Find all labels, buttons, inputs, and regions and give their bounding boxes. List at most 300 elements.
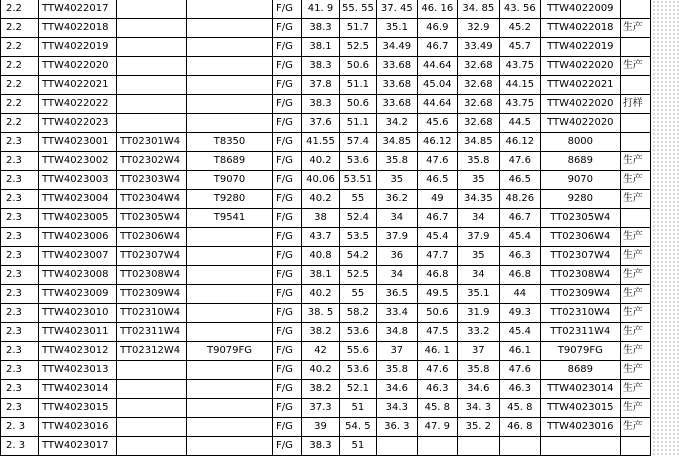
value-b-cell[interactable]: 51 <box>340 437 377 456</box>
alt-code-cell[interactable]: TT02312W4 <box>117 342 187 361</box>
fg-cell[interactable]: F/G <box>273 304 302 323</box>
value-b-cell[interactable]: 53.6 <box>340 323 377 342</box>
alt-code-cell[interactable]: TT02308W4 <box>117 266 187 285</box>
value-b-cell[interactable]: 51.1 <box>340 76 377 95</box>
value-a-cell[interactable]: 42 <box>302 342 340 361</box>
version-cell[interactable]: 2.3 <box>1 399 39 418</box>
value-f-cell[interactable]: 49.3 <box>499 304 540 323</box>
value-e-cell[interactable]: 33.49 <box>457 38 499 57</box>
version-cell[interactable]: 2. 3 <box>1 418 39 437</box>
code-cell[interactable]: TTW4023017 <box>39 437 117 456</box>
ref-cell[interactable] <box>187 76 273 95</box>
status-cell[interactable]: 生产 <box>620 247 650 266</box>
value-c-cell[interactable]: 35.8 <box>376 361 417 380</box>
ref-cell[interactable] <box>187 418 273 437</box>
value-e-cell[interactable]: 32.68 <box>457 57 499 76</box>
value-b-cell[interactable]: 52.5 <box>340 266 377 285</box>
status-cell[interactable]: 生产 <box>620 266 650 285</box>
value-f-cell[interactable]: 46.5 <box>499 171 540 190</box>
ref-cell[interactable]: T9541 <box>187 209 273 228</box>
ref-code-cell[interactable]: TT02311W4 <box>540 323 620 342</box>
value-f-cell[interactable]: 46.8 <box>499 266 540 285</box>
ref-cell[interactable] <box>187 266 273 285</box>
value-d-cell[interactable]: 46.5 <box>417 171 457 190</box>
value-a-cell[interactable]: 40.2 <box>302 152 340 171</box>
value-b-cell[interactable]: 52.5 <box>340 38 377 57</box>
code-cell[interactable]: TTW4023001 <box>39 133 117 152</box>
value-a-cell[interactable]: 40.06 <box>302 171 340 190</box>
value-e-cell[interactable]: 34.6 <box>457 380 499 399</box>
code-cell[interactable]: TTW4023004 <box>39 190 117 209</box>
fg-cell[interactable]: F/G <box>273 0 302 19</box>
code-cell[interactable]: TTW4022020 <box>39 57 117 76</box>
value-d-cell[interactable] <box>417 437 457 456</box>
fg-cell[interactable]: F/G <box>273 57 302 76</box>
value-c-cell[interactable]: 35 <box>376 171 417 190</box>
ref-code-cell[interactable]: 8689 <box>540 152 620 171</box>
code-cell[interactable]: TTW4022021 <box>39 76 117 95</box>
alt-code-cell[interactable] <box>117 0 187 19</box>
status-cell[interactable]: 生产 <box>620 228 650 247</box>
value-a-cell[interactable]: 38.3 <box>302 95 340 114</box>
value-b-cell[interactable]: 55. 55 <box>340 0 377 19</box>
value-a-cell[interactable]: 43.7 <box>302 228 340 247</box>
alt-code-cell[interactable]: TT02307W4 <box>117 247 187 266</box>
status-cell[interactable]: 生产 <box>620 380 650 399</box>
ref-code-cell[interactable]: TTW4023016 <box>540 418 620 437</box>
value-e-cell[interactable]: 35. 2 <box>457 418 499 437</box>
value-e-cell[interactable]: 37.9 <box>457 228 499 247</box>
value-d-cell[interactable]: 45. 8 <box>417 399 457 418</box>
code-cell[interactable]: TTW4023005 <box>39 209 117 228</box>
value-d-cell[interactable]: 47. 9 <box>417 418 457 437</box>
value-b-cell[interactable]: 53.6 <box>340 152 377 171</box>
value-a-cell[interactable]: 37.8 <box>302 76 340 95</box>
ref-cell[interactable]: T8350 <box>187 133 273 152</box>
value-b-cell[interactable]: 55 <box>340 190 377 209</box>
value-a-cell[interactable]: 38. 5 <box>302 304 340 323</box>
ref-code-cell[interactable] <box>540 437 620 456</box>
version-cell[interactable]: 2.3 <box>1 266 39 285</box>
value-f-cell[interactable] <box>499 437 540 456</box>
ref-cell[interactable]: T9280 <box>187 190 273 209</box>
fg-cell[interactable]: F/G <box>273 190 302 209</box>
version-cell[interactable]: 2.2 <box>1 114 39 133</box>
version-cell[interactable]: 2.2 <box>1 57 39 76</box>
alt-code-cell[interactable] <box>117 57 187 76</box>
value-f-cell[interactable]: 46.3 <box>499 380 540 399</box>
fg-cell[interactable]: F/G <box>273 38 302 57</box>
value-b-cell[interactable]: 50.6 <box>340 57 377 76</box>
ref-cell[interactable]: T9070 <box>187 171 273 190</box>
status-cell[interactable] <box>620 0 650 19</box>
fg-cell[interactable]: F/G <box>273 437 302 456</box>
status-cell[interactable] <box>620 114 650 133</box>
alt-code-cell[interactable] <box>117 399 187 418</box>
ref-code-cell[interactable]: TT02305W4 <box>540 209 620 228</box>
value-d-cell[interactable]: 45.04 <box>417 76 457 95</box>
version-cell[interactable]: 2.3 <box>1 342 39 361</box>
status-cell[interactable]: 生产 <box>620 342 650 361</box>
value-e-cell[interactable]: 34.85 <box>457 133 499 152</box>
alt-code-cell[interactable]: TT02302W4 <box>117 152 187 171</box>
ref-cell[interactable] <box>187 38 273 57</box>
version-cell[interactable]: 2.3 <box>1 228 39 247</box>
ref-code-cell[interactable]: TT02306W4 <box>540 228 620 247</box>
value-f-cell[interactable]: 46.1 <box>499 342 540 361</box>
value-e-cell[interactable]: 31.9 <box>457 304 499 323</box>
status-cell[interactable]: 生产 <box>620 19 650 38</box>
value-b-cell[interactable]: 55 <box>340 285 377 304</box>
value-c-cell[interactable]: 34.8 <box>376 323 417 342</box>
value-e-cell[interactable]: 32.68 <box>457 76 499 95</box>
version-cell[interactable]: 2.3 <box>1 361 39 380</box>
value-f-cell[interactable]: 46. 8 <box>499 418 540 437</box>
value-a-cell[interactable]: 41. 9 <box>302 0 340 19</box>
value-e-cell[interactable]: 32.9 <box>457 19 499 38</box>
fg-cell[interactable]: F/G <box>273 228 302 247</box>
value-d-cell[interactable]: 46.12 <box>417 133 457 152</box>
ref-cell[interactable] <box>187 361 273 380</box>
value-b-cell[interactable]: 55.6 <box>340 342 377 361</box>
code-cell[interactable]: TTW4023009 <box>39 285 117 304</box>
alt-code-cell[interactable] <box>117 114 187 133</box>
value-e-cell[interactable]: 37 <box>457 342 499 361</box>
fg-cell[interactable]: F/G <box>273 171 302 190</box>
alt-code-cell[interactable]: TT02305W4 <box>117 209 187 228</box>
code-cell[interactable]: TTW4022019 <box>39 38 117 57</box>
fg-cell[interactable]: F/G <box>273 418 302 437</box>
value-a-cell[interactable]: 40.2 <box>302 361 340 380</box>
value-c-cell[interactable]: 36 <box>376 247 417 266</box>
fg-cell[interactable]: F/G <box>273 266 302 285</box>
fg-cell[interactable]: F/G <box>273 361 302 380</box>
value-f-cell[interactable]: 47.6 <box>499 361 540 380</box>
version-cell[interactable]: 2.2 <box>1 0 39 19</box>
code-cell[interactable]: TTW4023016 <box>39 418 117 437</box>
value-f-cell[interactable]: 44.15 <box>499 76 540 95</box>
version-cell[interactable]: 2.2 <box>1 19 39 38</box>
version-cell[interactable]: 2.2 <box>1 76 39 95</box>
value-e-cell[interactable]: 35 <box>457 171 499 190</box>
ref-cell[interactable] <box>187 95 273 114</box>
code-cell[interactable]: TTW4023012 <box>39 342 117 361</box>
ref-code-cell[interactable]: TTW4022020 <box>540 57 620 76</box>
value-f-cell[interactable]: 47.6 <box>499 152 540 171</box>
status-cell[interactable]: 生产 <box>620 57 650 76</box>
alt-code-cell[interactable] <box>117 95 187 114</box>
fg-cell[interactable]: F/G <box>273 95 302 114</box>
value-f-cell[interactable]: 45. 8 <box>499 399 540 418</box>
value-a-cell[interactable]: 38.3 <box>302 57 340 76</box>
code-cell[interactable]: TTW4022022 <box>39 95 117 114</box>
status-cell[interactable]: 生产 <box>620 399 650 418</box>
code-cell[interactable]: TTW4023008 <box>39 266 117 285</box>
value-d-cell[interactable]: 46.7 <box>417 38 457 57</box>
alt-code-cell[interactable] <box>117 38 187 57</box>
value-c-cell[interactable]: 37. 45 <box>376 0 417 19</box>
value-b-cell[interactable]: 53.5 <box>340 228 377 247</box>
value-c-cell[interactable]: 33.68 <box>376 76 417 95</box>
fg-cell[interactable]: F/G <box>273 342 302 361</box>
value-c-cell[interactable]: 35.1 <box>376 19 417 38</box>
value-e-cell[interactable]: 35.8 <box>457 361 499 380</box>
ref-cell[interactable] <box>187 19 273 38</box>
value-b-cell[interactable]: 52.1 <box>340 380 377 399</box>
ref-code-cell[interactable]: TTW4022020 <box>540 114 620 133</box>
value-e-cell[interactable]: 35.8 <box>457 152 499 171</box>
value-e-cell[interactable]: 32.68 <box>457 95 499 114</box>
value-c-cell[interactable]: 34.3 <box>376 399 417 418</box>
value-e-cell[interactable]: 34. 3 <box>457 399 499 418</box>
ref-code-cell[interactable]: TTW4022020 <box>540 95 620 114</box>
value-c-cell[interactable] <box>376 437 417 456</box>
value-c-cell[interactable]: 34 <box>376 209 417 228</box>
ref-cell[interactable] <box>187 247 273 266</box>
value-e-cell[interactable]: 32.68 <box>457 114 499 133</box>
value-d-cell[interactable]: 49 <box>417 190 457 209</box>
fg-cell[interactable]: F/G <box>273 133 302 152</box>
value-a-cell[interactable]: 37.3 <box>302 399 340 418</box>
value-b-cell[interactable]: 58.2 <box>340 304 377 323</box>
value-a-cell[interactable]: 39 <box>302 418 340 437</box>
alt-code-cell[interactable] <box>117 361 187 380</box>
value-b-cell[interactable]: 50.6 <box>340 95 377 114</box>
fg-cell[interactable]: F/G <box>273 152 302 171</box>
alt-code-cell[interactable]: TT02310W4 <box>117 304 187 323</box>
value-d-cell[interactable]: 47.6 <box>417 361 457 380</box>
ref-code-cell[interactable]: TT02310W4 <box>540 304 620 323</box>
value-d-cell[interactable]: 46.3 <box>417 380 457 399</box>
value-f-cell[interactable]: 43. 56 <box>499 0 540 19</box>
value-c-cell[interactable]: 36. 3 <box>376 418 417 437</box>
status-cell[interactable] <box>620 209 650 228</box>
value-b-cell[interactable]: 57.4 <box>340 133 377 152</box>
ref-code-cell[interactable]: TTW4023015 <box>540 399 620 418</box>
status-cell[interactable] <box>620 133 650 152</box>
alt-code-cell[interactable]: TT02309W4 <box>117 285 187 304</box>
fg-cell[interactable]: F/G <box>273 19 302 38</box>
value-d-cell[interactable]: 45.6 <box>417 114 457 133</box>
value-a-cell[interactable]: 38.3 <box>302 19 340 38</box>
value-f-cell[interactable]: 45.4 <box>499 228 540 247</box>
status-cell[interactable]: 生产 <box>620 304 650 323</box>
value-e-cell[interactable]: 35.1 <box>457 285 499 304</box>
value-f-cell[interactable]: 46.12 <box>499 133 540 152</box>
value-a-cell[interactable]: 38.1 <box>302 266 340 285</box>
value-c-cell[interactable]: 34 <box>376 266 417 285</box>
value-d-cell[interactable]: 47.5 <box>417 323 457 342</box>
code-cell[interactable]: TTW4023002 <box>39 152 117 171</box>
value-b-cell[interactable]: 54. 5 <box>340 418 377 437</box>
fg-cell[interactable]: F/G <box>273 323 302 342</box>
ref-cell[interactable] <box>187 57 273 76</box>
version-cell[interactable]: 2.3 <box>1 380 39 399</box>
version-cell[interactable]: 2. 3 <box>1 437 39 456</box>
value-e-cell[interactable]: 34 <box>457 266 499 285</box>
ref-code-cell[interactable]: 8000 <box>540 133 620 152</box>
ref-cell[interactable] <box>187 437 273 456</box>
value-c-cell[interactable]: 37 <box>376 342 417 361</box>
value-f-cell[interactable]: 46.7 <box>499 209 540 228</box>
value-c-cell[interactable]: 36.2 <box>376 190 417 209</box>
value-a-cell[interactable]: 38.2 <box>302 323 340 342</box>
ref-cell[interactable] <box>187 114 273 133</box>
alt-code-cell[interactable] <box>117 76 187 95</box>
ref-cell[interactable] <box>187 285 273 304</box>
version-cell[interactable]: 2.3 <box>1 285 39 304</box>
alt-code-cell[interactable] <box>117 19 187 38</box>
value-e-cell[interactable]: 35 <box>457 247 499 266</box>
ref-code-cell[interactable]: TTW4022019 <box>540 38 620 57</box>
value-d-cell[interactable]: 47.6 <box>417 152 457 171</box>
value-d-cell[interactable]: 44.64 <box>417 57 457 76</box>
status-cell[interactable]: 生产 <box>620 285 650 304</box>
value-f-cell[interactable]: 44.5 <box>499 114 540 133</box>
value-d-cell[interactable]: 46.9 <box>417 19 457 38</box>
ref-code-cell[interactable]: TT02308W4 <box>540 266 620 285</box>
value-a-cell[interactable]: 37.6 <box>302 114 340 133</box>
value-d-cell[interactable]: 45.4 <box>417 228 457 247</box>
value-c-cell[interactable]: 33.68 <box>376 95 417 114</box>
value-c-cell[interactable]: 35.8 <box>376 152 417 171</box>
value-a-cell[interactable]: 40.2 <box>302 285 340 304</box>
status-cell[interactable]: 生产 <box>620 190 650 209</box>
value-b-cell[interactable]: 53.6 <box>340 361 377 380</box>
value-c-cell[interactable]: 34.6 <box>376 380 417 399</box>
alt-code-cell[interactable]: TT02304W4 <box>117 190 187 209</box>
value-c-cell[interactable]: 34.2 <box>376 114 417 133</box>
ref-cell[interactable] <box>187 228 273 247</box>
value-c-cell[interactable]: 33.4 <box>376 304 417 323</box>
status-cell[interactable]: 打样 <box>620 95 650 114</box>
value-f-cell[interactable]: 46.3 <box>499 247 540 266</box>
value-d-cell[interactable]: 44.64 <box>417 95 457 114</box>
alt-code-cell[interactable] <box>117 418 187 437</box>
ref-code-cell[interactable]: TT02307W4 <box>540 247 620 266</box>
code-cell[interactable]: TTW4023013 <box>39 361 117 380</box>
value-b-cell[interactable]: 51.7 <box>340 19 377 38</box>
value-b-cell[interactable]: 54.2 <box>340 247 377 266</box>
ref-code-cell[interactable]: 9070 <box>540 171 620 190</box>
value-f-cell[interactable]: 43.75 <box>499 95 540 114</box>
value-e-cell[interactable]: 34.35 <box>457 190 499 209</box>
value-b-cell[interactable]: 51.1 <box>340 114 377 133</box>
status-cell[interactable] <box>620 437 650 456</box>
version-cell[interactable]: 2.2 <box>1 95 39 114</box>
value-c-cell[interactable]: 37.9 <box>376 228 417 247</box>
code-cell[interactable]: TTW4022023 <box>39 114 117 133</box>
value-e-cell[interactable]: 34. 85 <box>457 0 499 19</box>
ref-cell[interactable]: T9079FG <box>187 342 273 361</box>
fg-cell[interactable]: F/G <box>273 380 302 399</box>
code-cell[interactable]: TTW4023007 <box>39 247 117 266</box>
ref-cell[interactable] <box>187 323 273 342</box>
value-a-cell[interactable]: 38.3 <box>302 437 340 456</box>
status-cell[interactable] <box>620 76 650 95</box>
code-cell[interactable]: TTW4023010 <box>39 304 117 323</box>
value-e-cell[interactable]: 33.2 <box>457 323 499 342</box>
value-c-cell[interactable]: 33.68 <box>376 57 417 76</box>
ref-code-cell[interactable]: 8689 <box>540 361 620 380</box>
code-cell[interactable]: TTW4023003 <box>39 171 117 190</box>
value-d-cell[interactable]: 49.5 <box>417 285 457 304</box>
value-b-cell[interactable]: 51 <box>340 399 377 418</box>
value-d-cell[interactable]: 46. 16 <box>417 0 457 19</box>
status-cell[interactable]: 生产 <box>620 152 650 171</box>
ref-cell[interactable] <box>187 380 273 399</box>
value-d-cell[interactable]: 46. 1 <box>417 342 457 361</box>
code-cell[interactable]: TTW4023014 <box>39 380 117 399</box>
version-cell[interactable]: 2.2 <box>1 38 39 57</box>
value-d-cell[interactable]: 46.8 <box>417 266 457 285</box>
alt-code-cell[interactable]: TT02311W4 <box>117 323 187 342</box>
value-d-cell[interactable]: 47.7 <box>417 247 457 266</box>
fg-cell[interactable]: F/G <box>273 209 302 228</box>
fg-cell[interactable]: F/G <box>273 114 302 133</box>
value-a-cell[interactable]: 38.1 <box>302 38 340 57</box>
status-cell[interactable]: 生产 <box>620 171 650 190</box>
value-c-cell[interactable]: 34.49 <box>376 38 417 57</box>
value-a-cell[interactable]: 40.2 <box>302 190 340 209</box>
value-f-cell[interactable]: 43.75 <box>499 57 540 76</box>
value-d-cell[interactable]: 50.6 <box>417 304 457 323</box>
ref-cell[interactable] <box>187 304 273 323</box>
ref-code-cell[interactable]: TT02309W4 <box>540 285 620 304</box>
alt-code-cell[interactable] <box>117 380 187 399</box>
value-b-cell[interactable]: 52.4 <box>340 209 377 228</box>
status-cell[interactable]: 生产 <box>620 418 650 437</box>
status-cell[interactable]: 生产 <box>620 361 650 380</box>
value-e-cell[interactable]: 34 <box>457 209 499 228</box>
ref-cell[interactable] <box>187 0 273 19</box>
value-f-cell[interactable]: 45.7 <box>499 38 540 57</box>
value-c-cell[interactable]: 36.5 <box>376 285 417 304</box>
ref-code-cell[interactable]: TTW4022021 <box>540 76 620 95</box>
code-cell[interactable]: TTW4023015 <box>39 399 117 418</box>
value-b-cell[interactable]: 53.51 <box>340 171 377 190</box>
ref-code-cell[interactable]: TTW4022009 <box>540 0 620 19</box>
ref-code-cell[interactable]: 9280 <box>540 190 620 209</box>
value-a-cell[interactable]: 40.8 <box>302 247 340 266</box>
version-cell[interactable]: 2.3 <box>1 152 39 171</box>
version-cell[interactable]: 2.3 <box>1 304 39 323</box>
version-cell[interactable]: 2.3 <box>1 323 39 342</box>
alt-code-cell[interactable] <box>117 437 187 456</box>
value-f-cell[interactable]: 44 <box>499 285 540 304</box>
code-cell[interactable]: TTW4022017 <box>39 0 117 19</box>
version-cell[interactable]: 2.3 <box>1 209 39 228</box>
ref-code-cell[interactable]: T9079FG <box>540 342 620 361</box>
code-cell[interactable]: TTW4023011 <box>39 323 117 342</box>
version-cell[interactable]: 2.3 <box>1 171 39 190</box>
value-f-cell[interactable]: 45.2 <box>499 19 540 38</box>
value-a-cell[interactable]: 38.2 <box>302 380 340 399</box>
value-e-cell[interactable] <box>457 437 499 456</box>
value-d-cell[interactable]: 46.7 <box>417 209 457 228</box>
fg-cell[interactable]: F/G <box>273 247 302 266</box>
ref-cell[interactable] <box>187 399 273 418</box>
value-f-cell[interactable]: 45.4 <box>499 323 540 342</box>
code-cell[interactable]: TTW4023006 <box>39 228 117 247</box>
value-c-cell[interactable]: 34.85 <box>376 133 417 152</box>
value-f-cell[interactable]: 48.26 <box>499 190 540 209</box>
version-cell[interactable]: 2.3 <box>1 133 39 152</box>
status-cell[interactable] <box>620 38 650 57</box>
version-cell[interactable]: 2.3 <box>1 247 39 266</box>
alt-code-cell[interactable]: TT02301W4 <box>117 133 187 152</box>
ref-code-cell[interactable]: TTW4023014 <box>540 380 620 399</box>
